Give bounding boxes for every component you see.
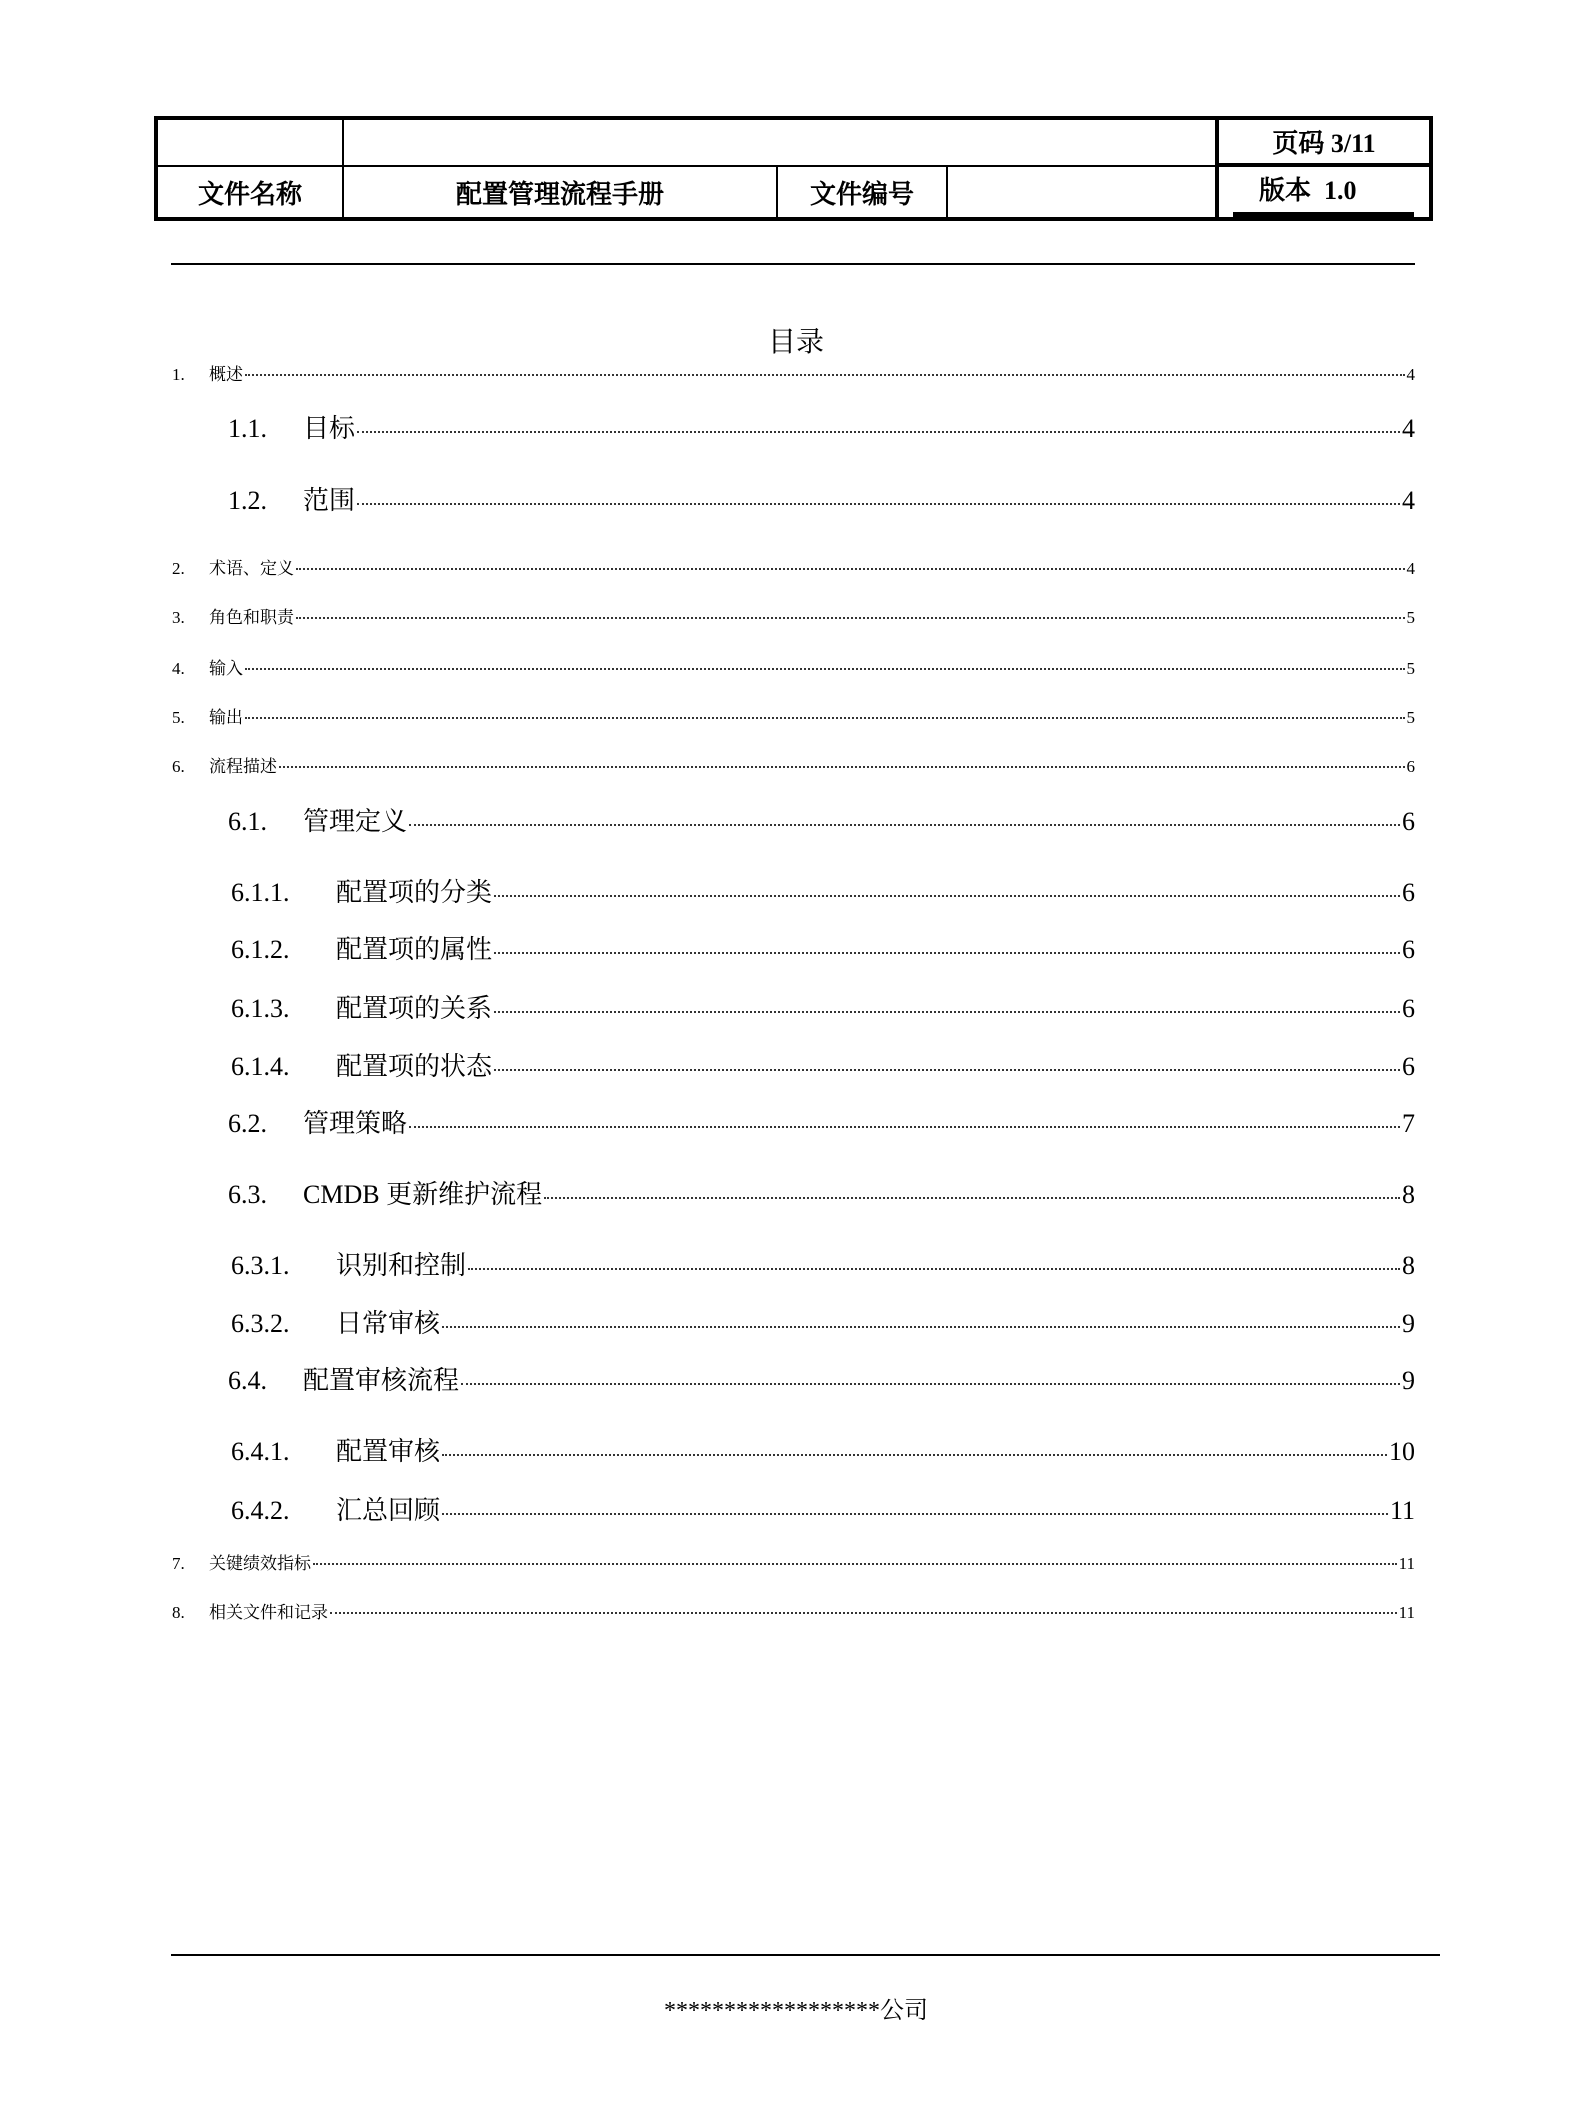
doc-name-label: 文件名称 (197, 179, 302, 209)
toc-entry-page: 4 (1402, 414, 1415, 443)
toc-dot-leader (544, 1197, 1400, 1199)
toc-entry-number: 6.1. (228, 807, 267, 836)
toc-entry-number: 6. (172, 757, 185, 776)
toc-entry[interactable] (231, 988, 1415, 1025)
toc-entry-text: 配置项的属性 (336, 935, 493, 964)
toc-entry-text: 概述 (209, 365, 243, 384)
toc-entry-page: 9 (1402, 1309, 1415, 1338)
header-rule (171, 263, 1415, 265)
doc-name: 配置管理流程手册 (455, 179, 664, 209)
version: 版本 1.0 (1259, 175, 1357, 205)
toc-dot-leader (461, 1383, 1400, 1385)
toc-entry-page: 4 (1406, 559, 1415, 578)
toc-dot-leader (442, 1326, 1400, 1328)
toc-entry-number: 6.1.1. (231, 878, 290, 907)
toc-entry-number: 1. (172, 365, 185, 384)
toc-entry-text: 输出 (209, 708, 243, 727)
toc-entry-number: 6.1.2. (231, 935, 290, 964)
toc-entry-number: 1.2. (228, 486, 267, 515)
toc-entry-text: 配置审核流程 (303, 1366, 460, 1395)
toc-entry-page: 7 (1402, 1109, 1415, 1138)
toc-entry-number: 6.3.2. (231, 1309, 290, 1338)
toc-entry[interactable] (231, 1245, 1415, 1282)
toc-entry-number: 6.4.2. (231, 1496, 290, 1525)
toc-entry-page: 6 (1402, 994, 1415, 1023)
doc-number-label: 文件编号 (809, 179, 914, 209)
version-underline (1233, 212, 1414, 217)
toc-dot-leader (468, 1268, 1400, 1270)
toc-entry-text: CMDB 更新维护流程 (303, 1180, 543, 1209)
toc-entry-text: 关键绩效指标 (209, 1554, 311, 1573)
toc-entry-text: 管理策略 (303, 1109, 408, 1138)
toc-entry-text: 识别和控制 (336, 1251, 467, 1280)
toc-entry-number: 4. (172, 659, 185, 678)
toc-entry[interactable] (228, 801, 1415, 838)
toc-entry[interactable] (231, 1431, 1415, 1468)
toc-dot-leader (279, 766, 1405, 768)
toc-dot-leader (313, 1563, 1397, 1565)
toc-dot-leader (330, 1612, 1397, 1614)
toc-entry-page: 8 (1402, 1251, 1415, 1280)
toc-dot-leader (245, 717, 1405, 719)
toc-entry-text: 术语、定义 (209, 559, 294, 578)
toc-entry-number: 6.1.4. (231, 1052, 290, 1081)
toc-dot-leader (409, 1126, 1400, 1128)
toc-dot-leader (245, 374, 1405, 376)
document-header-table (154, 116, 1433, 221)
toc-entry-page: 6 (1402, 807, 1415, 836)
toc-title: 目录 (767, 327, 824, 358)
toc-entry-page: 5 (1406, 659, 1415, 678)
toc-entry-number: 6.2. (228, 1109, 267, 1138)
toc-entry[interactable] (172, 1598, 1415, 1623)
toc-entry-text: 配置项的状态 (336, 1052, 493, 1081)
toc-entry-text: 配置项的分类 (336, 878, 493, 907)
toc-entry[interactable] (228, 408, 1415, 445)
toc-entry-text: 配置审核 (336, 1437, 441, 1466)
toc-entry[interactable] (231, 1490, 1415, 1527)
toc-entry-number: 7. (172, 1554, 185, 1573)
toc-dot-leader (494, 1069, 1400, 1071)
toc-entry[interactable] (228, 1360, 1415, 1397)
toc-entry-number: 6.1.3. (231, 994, 290, 1023)
toc-dot-leader (494, 1011, 1400, 1013)
page-number: 页码 3/11 (1272, 129, 1376, 158)
toc-entry[interactable] (231, 1046, 1415, 1083)
toc-entry[interactable] (172, 752, 1415, 777)
toc-dot-leader (442, 1454, 1387, 1456)
toc-entry-page: 6 (1402, 1052, 1415, 1081)
toc-entry[interactable] (172, 1549, 1415, 1574)
toc-dot-leader (409, 824, 1400, 826)
toc-entry-page: 4 (1406, 365, 1415, 384)
toc-entry-text: 管理定义 (303, 807, 408, 836)
toc-entry-number: 1.1. (228, 414, 267, 443)
toc-dot-leader (494, 895, 1400, 897)
toc-dot-leader (357, 503, 1400, 505)
toc-entry-text: 相关文件和记录 (209, 1603, 328, 1622)
toc-entry[interactable] (172, 654, 1415, 679)
doc-number (948, 167, 1215, 217)
toc-dot-leader (357, 431, 1400, 433)
toc-entry[interactable] (172, 554, 1415, 579)
toc-entry-page: 6 (1406, 757, 1415, 776)
toc-entry-text: 日常审核 (336, 1309, 441, 1338)
toc-entry-page: 11 (1398, 1554, 1415, 1573)
toc-entry-page: 11 (1389, 1496, 1415, 1525)
toc-entry[interactable] (231, 1303, 1415, 1340)
footer-rule (171, 1954, 1440, 1956)
toc-entry-text: 目标 (303, 414, 356, 443)
toc-entry-page: 4 (1402, 486, 1415, 515)
toc-dot-leader (296, 617, 1405, 619)
toc-entry-number: 6.3.1. (231, 1251, 290, 1280)
toc-entry-page: 10 (1389, 1437, 1415, 1466)
footer-company: ******************公司 (664, 1998, 928, 2024)
toc-entry[interactable] (172, 360, 1415, 385)
toc-entry-page: 5 (1406, 708, 1415, 727)
toc-entry-text: 角色和职责 (209, 608, 294, 627)
toc-entry-text: 汇总回顾 (336, 1496, 441, 1525)
toc-dot-leader (245, 668, 1405, 670)
toc-dot-leader (296, 568, 1405, 570)
toc-entry[interactable] (228, 1174, 1415, 1211)
toc-dot-leader (494, 952, 1400, 954)
toc-entry-number: 2. (172, 559, 185, 578)
toc-entry[interactable] (228, 480, 1415, 517)
toc-entry-number: 6.4. (228, 1366, 267, 1395)
toc-entry[interactable] (172, 703, 1415, 728)
toc-entry-page: 6 (1402, 935, 1415, 964)
toc-entry-text: 流程描述 (209, 757, 277, 776)
toc-entry-page: 8 (1402, 1180, 1415, 1209)
toc-entry[interactable] (231, 872, 1415, 909)
toc-entry-page: 11 (1398, 1603, 1415, 1622)
toc-entry-text: 配置项的关系 (336, 994, 493, 1023)
toc-dot-leader (442, 1513, 1388, 1515)
toc-entry-page: 6 (1402, 878, 1415, 907)
toc-entry[interactable] (228, 1103, 1415, 1140)
toc-entry-number: 6.4.1. (231, 1437, 290, 1466)
toc-entry-number: 6.3. (228, 1180, 267, 1209)
toc-entry[interactable] (231, 929, 1415, 966)
toc-entry-number: 3. (172, 608, 185, 627)
toc-entry[interactable] (172, 603, 1415, 628)
toc-entry-number: 8. (172, 1603, 185, 1622)
toc-entry-page: 5 (1406, 608, 1415, 627)
toc-entry-number: 5. (172, 708, 185, 727)
toc-entry-page: 9 (1402, 1366, 1415, 1395)
toc-entry-text: 范围 (303, 486, 356, 515)
toc-entry-text: 输入 (209, 659, 243, 678)
